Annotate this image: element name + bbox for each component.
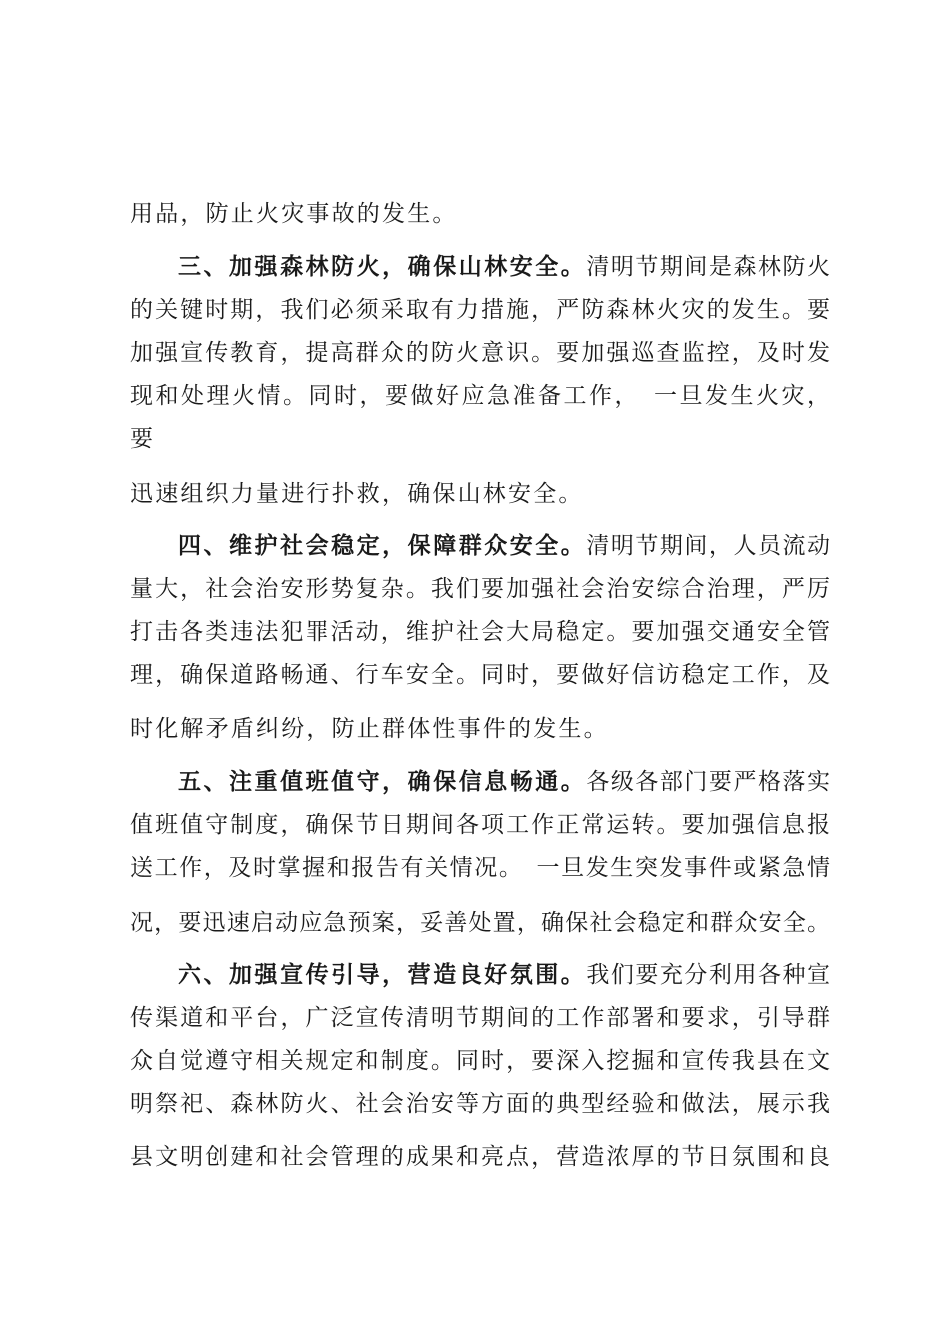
body-line: 的关键时期，我们必须采取有力措施，严防森林火灾的发生。要: [130, 297, 830, 323]
body-line: 明祭祀、森林防火、社会治安等方面的典型经验和做法，展示我: [130, 1091, 830, 1117]
body-line: 县文明创建和社会管理的成果和亮点，营造浓厚的节日氛围和良: [130, 1144, 830, 1170]
section-six-first-line: 六、加强宣传引导，营造良好氛围。我们要充分利用各种宣: [178, 962, 831, 988]
body-line: 现和处理火情。同时，要做好应急准备工作， 一旦发生火灾，: [130, 383, 830, 409]
body-line: 众自觉遵守相关规定和制度。同时，要深入挖掘和宣传我县在文: [130, 1048, 830, 1074]
body-line: 送工作，及时掌握和报告有关情况。 一旦发生突发事件或紧急情: [130, 855, 830, 881]
body-line: 值班值守制度，确保节日期间各项工作正常运转。要加强信息报: [130, 812, 830, 838]
section-three-first-line: 三、加强森林防火，确保山林安全。清明节期间是森林防火: [178, 254, 831, 280]
body-line: 量大，社会治安形势复杂。我们要加强社会治安综合治理，严厉: [130, 576, 830, 602]
body-line: 传渠道和平台，广泛宣传清明节期间的工作部署和要求，引导群: [130, 1005, 830, 1031]
section-three-heading: 三、加强森林防火，确保山林安全。: [178, 254, 587, 280]
section-four-heading: 四、维护社会稳定，保障群众安全。: [178, 533, 587, 559]
body-line: 时化解矛盾纠纷，防止群体性事件的发生。: [130, 716, 609, 742]
section-six-heading: 六、加强宣传引导，营造良好氛围。: [178, 962, 587, 988]
body-line: 理，确保道路畅通、行车安全。同时，要做好信访稳定工作，及: [130, 662, 830, 688]
section-five-first-line: 五、注重值班值守，确保信息畅通。各级各部门要严格落实: [178, 769, 831, 795]
body-line: 迅速组织力量进行扑救，确保山林安全。: [130, 481, 584, 507]
body-line: 要: [130, 426, 156, 452]
body-line: 打击各类违法犯罪活动，维护社会大局稳定。要加强交通安全管: [130, 619, 830, 645]
body-line: 加强宣传教育，提高群众的防火意识。要加强巡查监控，及时发: [130, 340, 830, 366]
section-four-first-line: 四、维护社会稳定，保障群众安全。清明节期间，人员流动: [178, 533, 831, 559]
section-five-heading: 五、注重值班值守，确保信息畅通。: [178, 769, 587, 795]
body-line: 用品，防止火灾事故的发生。: [130, 201, 458, 227]
body-line: 况，要迅速启动应急预案，妥善处置，确保社会稳定和群众安全。: [130, 910, 830, 936]
